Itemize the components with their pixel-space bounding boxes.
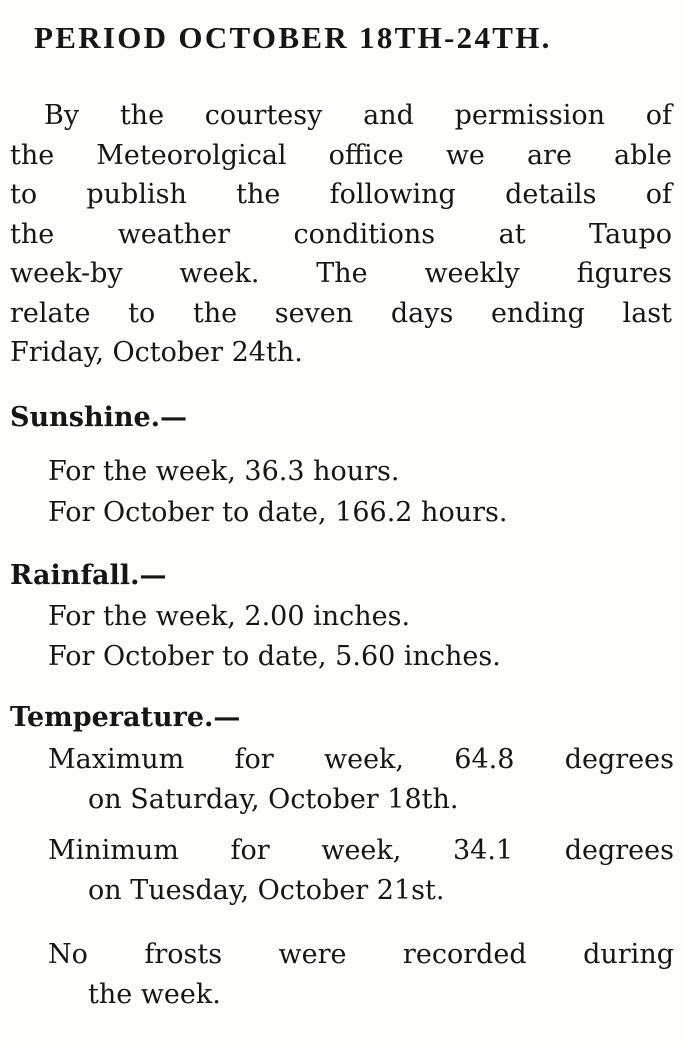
intro-line: the weather conditions at Taupo — [10, 218, 672, 250]
intro-line: By the courtesy and permission of — [44, 100, 672, 131]
frost-note — [48, 935, 674, 1015]
period-title: PERIOD OCTOBER 18TH-24TH. — [34, 20, 552, 55]
temperature-max-line: on Saturday, October 18th. — [88, 784, 459, 815]
temperature-min-line: on Tuesday, October 21st. — [88, 875, 445, 906]
temperature-min — [48, 831, 674, 911]
intro-line: relate to the seven days ending last — [10, 297, 672, 329]
sunshine-month-text: For October to date, 166.2 hours. — [48, 497, 508, 528]
frost-note-line: No frosts were recorded during — [48, 939, 674, 970]
rainfall-heading: Rainfall.— — [10, 560, 167, 591]
sunshine-week-text: For the week, 36.3 hours. — [48, 456, 400, 487]
sunshine-heading: Sunshine.— — [10, 402, 188, 433]
sunshine-week — [48, 452, 674, 492]
temperature-max — [48, 740, 674, 820]
rainfall-week-text: For the week, 2.00 inches. — [48, 601, 411, 632]
rainfall-month — [48, 637, 674, 677]
rainfall-month-text: For October to date, 5.60 inches. — [48, 641, 501, 672]
frost-note-line: the week. — [88, 979, 221, 1010]
intro-line: the Meteorolgical office we are able — [10, 139, 672, 171]
intro-line: Friday, October 24th. — [10, 337, 303, 368]
intro-line: week-by week. The weekly figures — [10, 258, 672, 289]
temperature-min-line: Minimum for week, 34.1 degrees — [48, 835, 674, 866]
rainfall-week — [48, 597, 674, 637]
temperature-heading: Temperature.— — [10, 702, 241, 733]
intro-paragraph — [10, 96, 672, 373]
sunshine-month — [48, 493, 674, 533]
intro-line: to publish the following details of — [10, 179, 672, 210]
temperature-max-line: Maximum for week, 64.8 degrees — [48, 744, 674, 775]
